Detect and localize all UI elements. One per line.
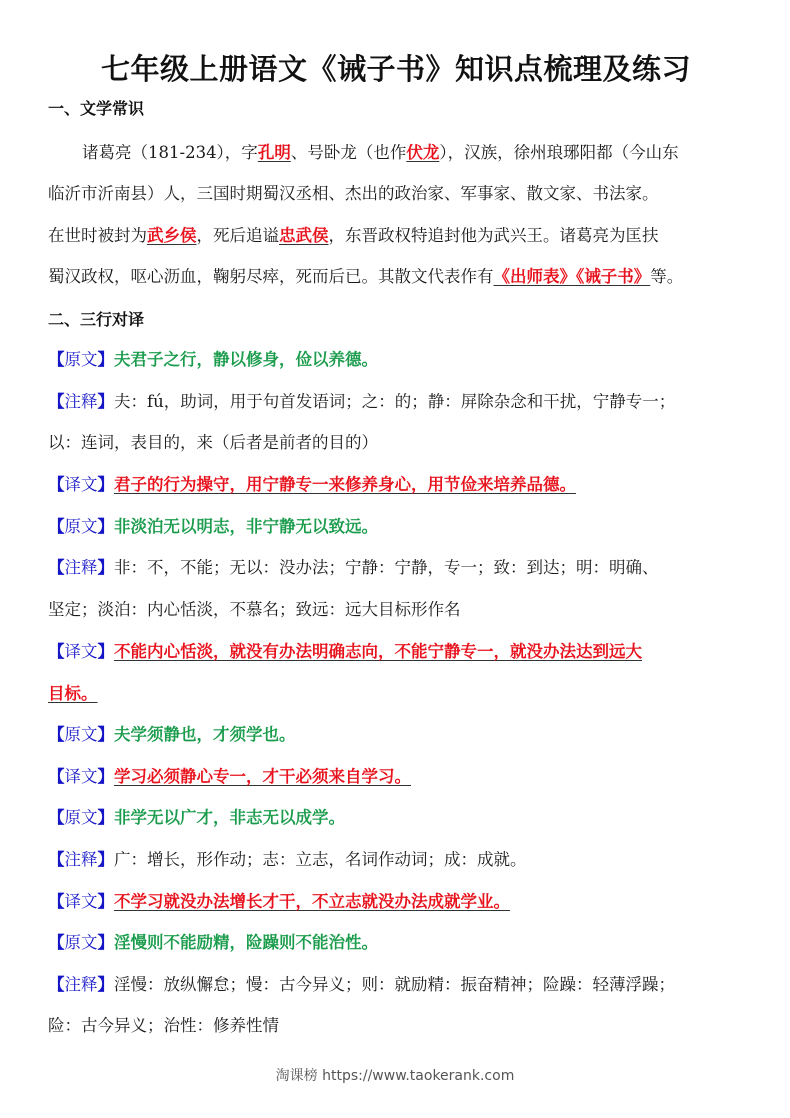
tag-note: 【注释】: [48, 975, 114, 994]
translation-text: 不学习就没办法增长才干，不立志就没办法成就学业。: [114, 892, 510, 911]
entry-note: [48, 973, 675, 997]
tag-note: 【注释】: [48, 558, 114, 577]
highlight-courtesy-name: 孔明: [257, 143, 291, 162]
translation-text: 目标。: [48, 684, 98, 703]
translation-text: 学习必须静心专一，才干必须来自学习。: [114, 767, 411, 786]
bio-line-1: [82, 141, 679, 165]
entry-original: [48, 931, 378, 955]
entry-original: [48, 723, 296, 747]
entry-translation: [48, 640, 642, 664]
highlight-title-zhongwu: 忠武侯: [279, 226, 329, 245]
entry-note-continued: [48, 1014, 279, 1038]
entry-translation: [48, 890, 510, 914]
entry-original: [48, 806, 345, 830]
bio-text: 蜀汉政权，呕心沥血，鞠躬尽瘁，死而后已。其散文代表作有: [48, 267, 494, 286]
tag-original: 【原文】: [48, 933, 114, 952]
tag-note: 【注释】: [48, 850, 114, 869]
note-text: 险：古今异义；治性：修养性情: [48, 1016, 279, 1035]
tag-original: 【原文】: [48, 725, 114, 744]
note-text: 广：增长，形作动；志：立志，名词作动词；成：成就。: [114, 850, 527, 869]
entry-note: [48, 848, 527, 872]
original-text: 非淡泊无以明志，非宁静无以致远。: [114, 517, 378, 536]
highlight-works: 《出师表》《诫子书》: [493, 267, 651, 286]
bio-text: 等。: [650, 267, 684, 286]
original-text: 夫学须静也，才须学也。: [114, 725, 296, 744]
entry-translation: [48, 765, 411, 789]
bio-text: 诸葛亮（181-234），字: [82, 143, 258, 162]
bio-line-4: [48, 265, 683, 289]
bio-text: 、号卧龙（也作: [290, 143, 407, 162]
entry-translation: [48, 473, 576, 497]
page-title: 七年级上册语文《诫子书》知识点梳理及练习: [100, 52, 691, 86]
entry-note: [48, 556, 659, 580]
tag-translation: 【译文】: [48, 767, 114, 786]
footer-watermark: 淘课榜 https://www.taokerank.com: [275, 1068, 515, 1084]
bio-text: ，东晋政权特追封他为武兴王。诸葛亮为匡扶: [328, 226, 659, 245]
entry-note-continued: [48, 598, 461, 622]
tag-original: 【原文】: [48, 517, 114, 536]
original-text: 淫慢则不能励精，险躁则不能治性。: [114, 933, 378, 952]
bio-text: ），汉族，徐州琅琊阳都（今山东: [439, 143, 679, 162]
original-text: 夫君子之行，静以修身，俭以养德。: [114, 350, 378, 369]
entry-note: [48, 390, 675, 414]
bio-text: 临沂市沂南县）人，三国时期蜀汉丞相、杰出的政治家、军事家、散文家、书法家。: [48, 184, 659, 203]
tag-original: 【原文】: [48, 808, 114, 827]
bio-line-2: [48, 182, 659, 206]
bio-text: 在世时被封为: [48, 226, 147, 245]
note-text: 非：不，不能；无以：没办法；宁静：宁静，专一；致：到达；明：明确、: [114, 558, 659, 577]
section-heading-translation: 二、三行对译: [48, 310, 145, 329]
entry-translation-continued: [48, 682, 98, 706]
entry-original: [48, 348, 378, 372]
tag-note: 【注释】: [48, 392, 114, 411]
tag-original: 【原文】: [48, 350, 114, 369]
highlight-alias: 伏龙: [406, 143, 440, 162]
note-text: 淫慢：放纵懈怠；慢：古今异义；则：就励精：振奋精神；险躁：轻薄浮躁；: [114, 975, 675, 994]
note-text: 以：连词，表目的，来（后者是前者的目的）: [48, 433, 378, 452]
bio-line-3: [48, 224, 659, 248]
original-text: 非学无以广才，非志无以成学。: [114, 808, 345, 827]
note-text: 夫：fú，助词，用于句首发语词；之：的；静：屏除杂念和干扰，宁静专一；: [114, 392, 676, 411]
entry-original: [48, 515, 378, 539]
highlight-title-wuxiang: 武乡侯: [147, 226, 197, 245]
translation-text: 不能内心恬淡，就没有办法明确志向，不能宁静专一，就没办法达到远大: [114, 642, 642, 661]
translation-text: 君子的行为操守，用宁静专一来修养身心，用节俭来培养品德。: [114, 475, 576, 494]
bio-text: ，死后追谥: [196, 226, 279, 245]
tag-translation: 【译文】: [48, 642, 114, 661]
section-heading-literary-knowledge: 一、文学常识: [48, 99, 145, 118]
entry-note-continued: [48, 431, 378, 455]
tag-translation: 【译文】: [48, 475, 114, 494]
note-text: 坚定；淡泊：内心恬淡，不慕名；致远：远大目标形作名: [48, 600, 461, 619]
tag-translation: 【译文】: [48, 892, 114, 911]
